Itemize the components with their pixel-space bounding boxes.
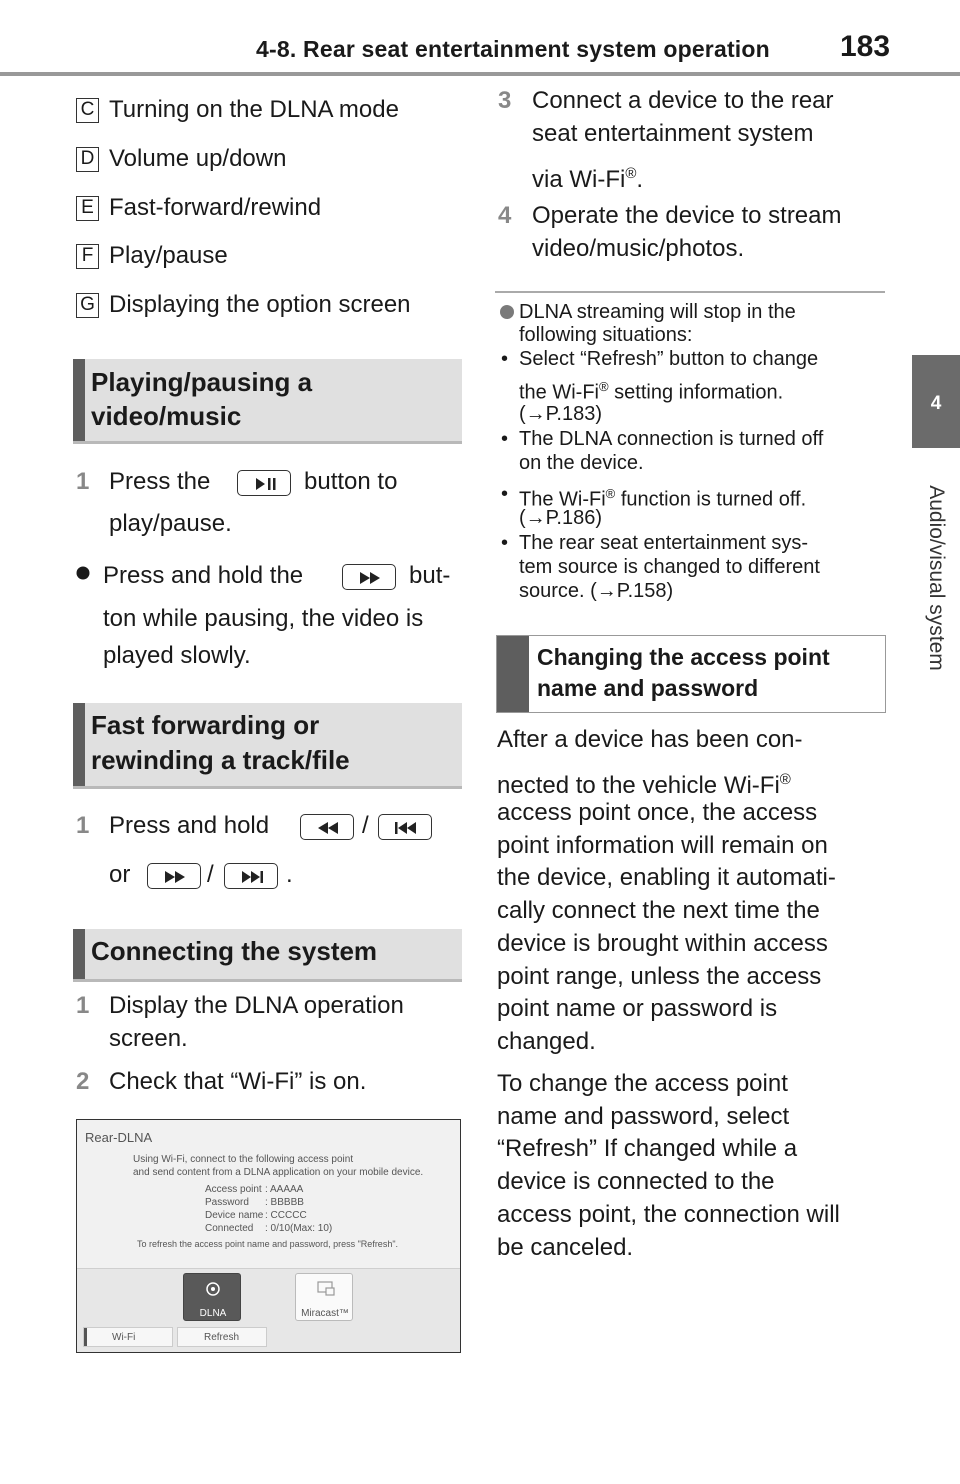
screen-row-label: Access point <box>205 1184 262 1195</box>
legend-text: Displaying the option screen <box>109 291 411 318</box>
note-text: Select “Refresh” button to change <box>519 348 819 370</box>
section-heading-fast-forward <box>73 703 462 789</box>
heading-bar <box>497 636 529 712</box>
heading-line: Playing/pausing a <box>91 367 313 397</box>
note-text: (→P.186) <box>519 507 603 529</box>
step-text: or <box>109 861 131 888</box>
screen-row-label: Device name <box>205 1210 264 1221</box>
header-rule <box>0 72 960 76</box>
section-heading-connecting <box>73 929 462 982</box>
paragraph-line: cally connect the next time the <box>497 897 820 924</box>
skip-previous-icon <box>379 815 433 841</box>
skip-next-icon <box>225 864 279 890</box>
step-number: 1 <box>76 812 90 839</box>
bullet-text: but- <box>409 562 451 589</box>
step-text: . <box>286 861 293 888</box>
wifi-tab <box>83 1327 173 1347</box>
note-rule <box>495 291 885 293</box>
screen-row-label: Password <box>205 1197 249 1208</box>
play-pause-button-illustration <box>237 470 291 496</box>
miracast-tile-label: Miracast™ <box>301 1308 349 1319</box>
screen-row-value: : BBBBB <box>265 1197 304 1208</box>
step-text: button to <box>304 468 398 495</box>
step-text: play/pause. <box>109 510 232 537</box>
active-indicator <box>84 1328 87 1346</box>
paragraph-line: To change the access point <box>497 1070 788 1097</box>
step-text: Connect a device to the rear <box>532 87 834 114</box>
step-number: 3 <box>498 87 512 114</box>
step-text: Press the <box>109 468 211 495</box>
step-text: Display the DLNA operation <box>109 992 404 1019</box>
wifi-tab-label: Wi-Fi <box>112 1332 136 1343</box>
refresh-tab-label: Refresh <box>204 1332 240 1343</box>
step-text: seat entertainment system <box>532 120 814 147</box>
slash-text: / <box>362 812 369 839</box>
legend-letter: D <box>76 147 99 172</box>
step-number: 1 <box>76 468 90 495</box>
dlna-tile-label: DLNA <box>199 1308 227 1319</box>
screen-intro: and send content from a DLNA application on your mobile device. <box>133 1167 424 1178</box>
legend-text: Volume up/down <box>109 145 287 172</box>
paragraph-line: the device, enabling it automati- <box>497 864 836 891</box>
page-number: 183 <box>840 30 891 63</box>
bullet-diamond-icon <box>76 566 90 580</box>
chapter-title: 4-8. Rear seat entertainment system operation <box>256 36 770 62</box>
note-text: The Wi-Fi® function is turned off. <box>519 486 807 511</box>
note-text: source. (→P.158) <box>519 580 674 602</box>
screen-title: Rear-DLNA <box>85 1130 153 1145</box>
miracast-icon <box>296 1274 354 1304</box>
step-number: 2 <box>76 1068 90 1095</box>
heading-line: name and password <box>537 675 759 701</box>
next-button-illustration <box>224 863 278 889</box>
step-number: 1 <box>76 992 90 1019</box>
note-text: the Wi-Fi® setting information. <box>519 379 784 404</box>
legend-letter: G <box>76 293 99 318</box>
screen-intro: Using Wi-Fi, connect to the following access point <box>133 1154 354 1165</box>
heading-line: rewinding a track/file <box>91 745 350 775</box>
paragraph-line: nected to the vehicle Wi-Fi® <box>497 771 791 799</box>
step-number: 4 <box>498 202 512 229</box>
step-text: screen. <box>109 1025 188 1052</box>
legend-letter: F <box>76 244 99 269</box>
note-text: on the device. <box>519 452 644 474</box>
section-heading-access-point <box>496 635 886 713</box>
step-text: Operate the device to stream <box>532 202 842 229</box>
note-bullet-icon <box>499 304 515 320</box>
heading-line: Changing the access point <box>537 644 830 670</box>
chapter-number: 4 <box>930 393 942 414</box>
note-bullet: • <box>501 532 509 554</box>
dlna-tile <box>183 1273 241 1321</box>
fast-forward-icon <box>148 864 202 890</box>
note-bullet: • <box>501 483 509 505</box>
play-pause-icon <box>238 471 292 497</box>
note-text: tem source is changed to different <box>519 556 820 578</box>
dlna-icon <box>184 1274 242 1304</box>
note-text: The DLNA connection is turned off <box>519 428 824 450</box>
chapter-tab <box>912 355 960 448</box>
heading-line: Connecting the system <box>91 936 378 966</box>
screen-row-value: : 0/10(Max: 10) <box>265 1223 333 1234</box>
screen-row-value: : CCCCC <box>265 1210 307 1221</box>
note-bullet: • <box>501 348 509 370</box>
paragraph-line: be canceled. <box>497 1234 634 1261</box>
heading-line: Fast forwarding or <box>91 710 320 740</box>
screen-row-label: Connected <box>205 1223 254 1234</box>
legend-letter: C <box>76 98 99 123</box>
paragraph-line: name and password, select <box>497 1103 790 1130</box>
heading-bar <box>73 703 85 786</box>
paragraph-line: “Refresh” If changed while a <box>497 1135 798 1162</box>
legend-text: Play/pause <box>109 242 228 269</box>
step-text: Check that “Wi-Fi” is on. <box>109 1068 367 1095</box>
rewind-button-illustration <box>300 814 354 840</box>
fast-forward-button-illustration <box>342 564 396 590</box>
paragraph-line: After a device has been con- <box>497 726 803 753</box>
previous-button-illustration <box>378 814 432 840</box>
paragraph-line: access point, the connection will <box>497 1201 840 1228</box>
page-header <box>0 0 960 80</box>
bullet-text: ton while pausing, the video is <box>103 605 424 632</box>
section-heading-playing <box>73 359 462 444</box>
fast-forward-icon <box>343 565 397 591</box>
paragraph-line: point name or password is <box>497 995 778 1022</box>
heading-bar <box>73 929 85 979</box>
rewind-icon <box>301 815 355 841</box>
paragraph-line: device is brought within access <box>497 930 828 957</box>
heading-line: video/music <box>91 401 242 431</box>
paragraph-line: access point once, the access <box>497 799 818 826</box>
paragraph-line: point range, unless the access <box>497 963 822 990</box>
note-text: DLNA streaming will stop in the <box>519 301 796 323</box>
legend-letter: E <box>76 196 99 221</box>
legend-text: Fast-forward/rewind <box>109 194 322 221</box>
fast-forward-button-illustration <box>147 863 201 889</box>
screen-refresh-hint: To refresh the access point name and password, press "Refresh". <box>137 1239 399 1249</box>
miracast-tile <box>295 1273 353 1321</box>
slash-text: / <box>207 861 214 888</box>
paragraph-line: changed. <box>497 1028 596 1055</box>
bullet-text: Press and hold the <box>103 562 304 589</box>
step-text: Press and hold <box>109 812 270 839</box>
refresh-tab <box>177 1327 267 1347</box>
note-bullet: • <box>501 428 509 450</box>
bullet-text: played slowly. <box>103 642 251 669</box>
note-text: The rear seat entertainment sys- <box>519 532 809 554</box>
note-text: (→P.183) <box>519 403 603 425</box>
legend-text: Turning on the DLNA mode <box>109 96 399 123</box>
heading-bar <box>73 359 85 441</box>
note-text: following situations: <box>519 324 693 346</box>
paragraph-line: point information will remain on <box>497 832 828 859</box>
step-text: video/music/photos. <box>532 235 745 262</box>
dlna-screen-illustration <box>76 1119 461 1353</box>
chapter-side-label: Audio/visual system <box>925 485 948 671</box>
screen-row-value: : AAAAA <box>265 1184 304 1195</box>
step-text: via Wi-Fi®. <box>532 165 644 193</box>
paragraph-line: device is connected to the <box>497 1168 775 1195</box>
